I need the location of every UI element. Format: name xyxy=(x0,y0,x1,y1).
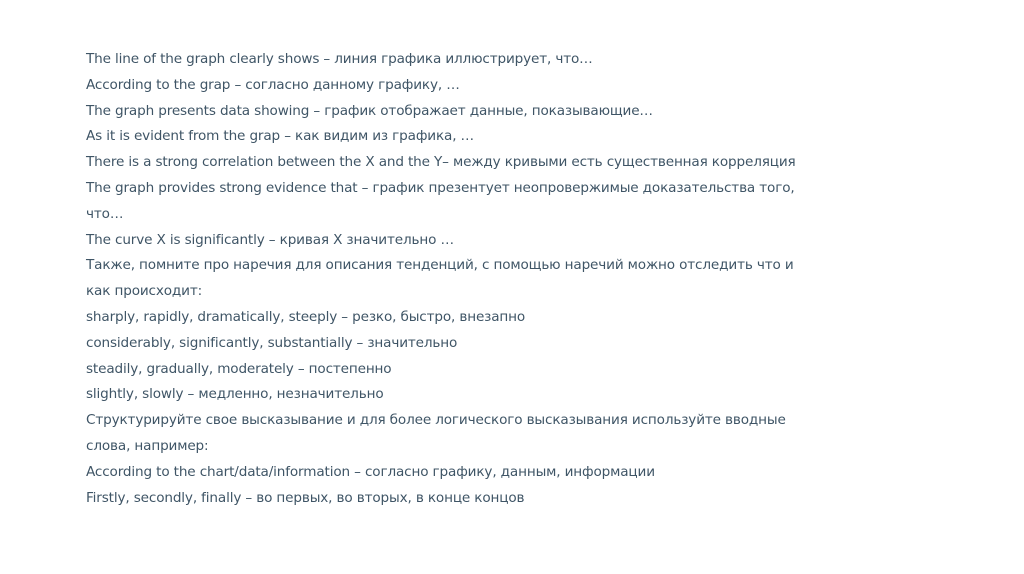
text-line: As it is evident from the grap – как видим из графика, … xyxy=(86,128,475,145)
text-line: The graph presents data showing – график отображает данные, показывающие… xyxy=(86,102,653,119)
text-line: There is a strong correlation between the X and the Y– между кривыми есть существенная корреляция xyxy=(86,154,796,171)
text-line: как происходит: xyxy=(86,283,203,300)
text-line: Firstly, secondly, finally – во первых, во вторых, в конце концов xyxy=(86,489,525,506)
text-line: steadily, gradually, moderately – постепенно xyxy=(86,360,392,377)
text-line: Также, помните про наречия для описания тенденций, с помощью наречий можно отследить что и xyxy=(86,257,794,274)
text-line: According to the chart/data/information – согласно графику, данным, информации xyxy=(86,463,655,480)
text-line: слова, например: xyxy=(86,437,209,454)
text-line: Структурируйте свое высказывание и для более логического высказывания используйте вводные xyxy=(86,412,786,429)
text-line: The curve X is significantly – кривая Х значительно … xyxy=(86,231,454,248)
text-line: The graph provides strong evidence that – график презентует неопровержимые доказательства того, xyxy=(86,179,795,196)
text-line: The line of the graph clearly shows – линия графика иллюстрирует, что… xyxy=(86,51,593,67)
text-line: что… xyxy=(86,205,124,222)
text-line: considerably, significantly, substantially – значительно xyxy=(86,334,458,351)
text-line: sharply, rapidly, dramatically, steeply – резко, быстро, внезапно xyxy=(86,308,526,325)
text-line: According to the grap – согласно данному графику, … xyxy=(86,76,460,93)
text-line: slightly, slowly – медленно, незначительно xyxy=(86,386,384,403)
slide-text-block xyxy=(86,47,846,511)
